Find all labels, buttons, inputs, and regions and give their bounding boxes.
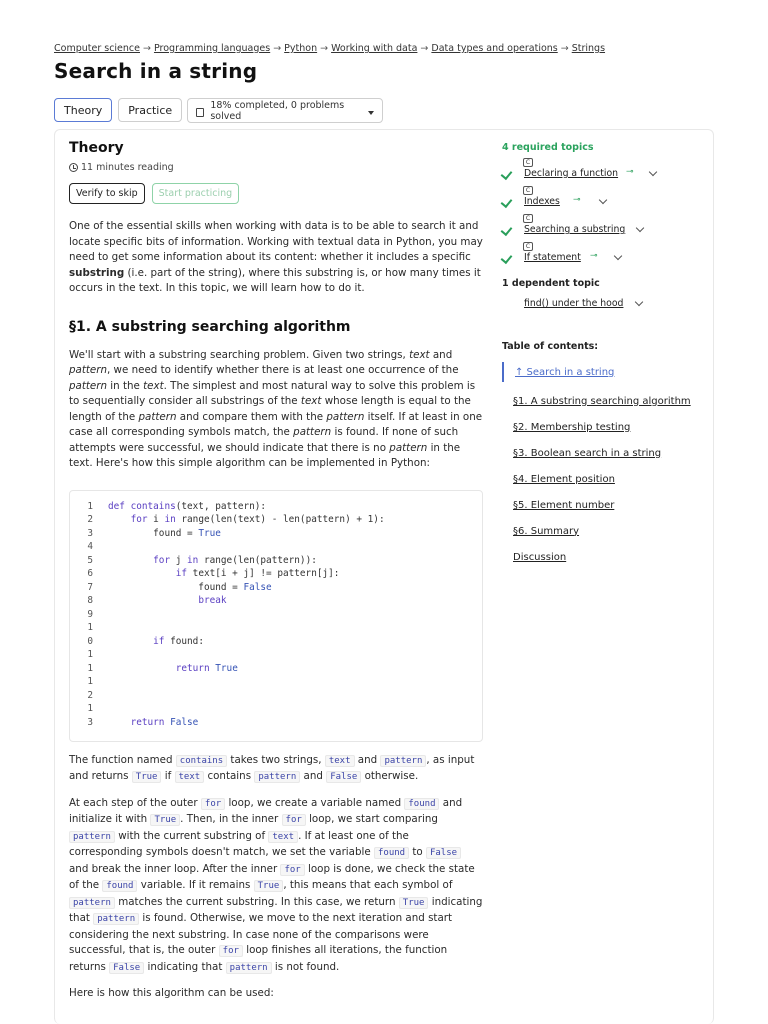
inline-code: True <box>254 880 284 892</box>
code-text <box>108 554 317 568</box>
topic-link[interactable]: Indexes <box>524 196 560 207</box>
required-topic-item[interactable] <box>502 181 702 209</box>
code-token <box>108 663 176 674</box>
breadcrumb-link[interactable]: Strings <box>571 43 606 54</box>
inline-code: text <box>325 755 355 767</box>
line-number: 2 <box>87 514 93 525</box>
paragraph-usage-intro <box>69 986 483 1002</box>
text-run: itself. If at least in one case all corresponding symbols match, the <box>69 410 483 438</box>
code-keyword: contains <box>130 500 176 512</box>
toc-item[interactable]: §6. Summary <box>513 525 580 537</box>
code-literal: True <box>198 527 221 539</box>
code-text <box>108 513 385 527</box>
toc-item[interactable]: §4. Element position <box>513 473 615 485</box>
key-icon: ⊸ <box>626 167 634 177</box>
text-run: (i.e. part of the string), where this substring is, or how many times it occurs in the text. In this topic, we will learn how to do it. <box>69 266 481 294</box>
line-number: 6 <box>87 568 93 579</box>
topic-link[interactable]: find() under the hood <box>524 298 624 309</box>
code-line <box>78 621 385 635</box>
inline-code: pattern <box>254 771 300 783</box>
line-number: 5 <box>87 554 93 566</box>
toc-item[interactable]: ↑ Search in a string <box>502 362 702 382</box>
breadcrumb-separator: → <box>560 43 569 54</box>
code-token <box>108 595 198 606</box>
code-text <box>108 594 227 608</box>
code-text <box>108 581 272 595</box>
check-icon <box>501 252 513 264</box>
table-of-contents <box>502 362 702 570</box>
code-token: range(len(pattern)): <box>198 554 317 566</box>
toc-item[interactable]: §2. Membership testing <box>513 421 631 433</box>
text-run: if <box>161 770 175 782</box>
inline-code: True <box>150 814 180 826</box>
line-number: 1 <box>87 649 93 660</box>
section-paragraph <box>69 348 483 472</box>
required-topics-heading: 4 required topics <box>502 142 594 153</box>
code-keyword: in <box>164 514 176 525</box>
inline-code: pattern <box>226 962 272 974</box>
text-run: indicating that <box>144 960 226 973</box>
toc-item[interactable]: §5. Element number <box>513 499 615 511</box>
chevron-down-icon[interactable] <box>614 252 622 260</box>
inline-code: found <box>102 880 137 892</box>
paragraph-function-description <box>69 753 483 786</box>
line-number: 2 <box>87 689 93 701</box>
code-keyword: if <box>153 635 165 647</box>
text-run: and initialize it with <box>69 796 463 825</box>
text-run: and compare them with the <box>176 410 327 423</box>
code-token: i <box>147 514 165 525</box>
topic-badge-icon: C <box>523 242 533 251</box>
line-number: 1 <box>87 662 93 674</box>
code-token <box>108 555 153 566</box>
inline-code: pattern <box>93 913 139 925</box>
tab-theory[interactable]: Theory <box>54 98 112 122</box>
breadcrumb-separator: → <box>420 43 429 54</box>
verify-to-skip-button[interactable]: Verify to skip <box>69 183 145 204</box>
code-line <box>78 500 385 514</box>
code-token <box>108 636 153 647</box>
code-keyword: return <box>175 662 210 674</box>
code-line <box>78 662 385 676</box>
italic-term: pattern <box>389 441 428 454</box>
code-keyword: for <box>153 554 171 566</box>
line-number: 1 <box>87 703 93 714</box>
reading-time-label: 11 minutes reading <box>81 162 174 173</box>
code-text <box>108 567 339 581</box>
breadcrumb-separator: → <box>320 43 329 54</box>
inline-code: found <box>374 847 409 859</box>
code-block <box>69 490 483 742</box>
text-run: At each step of the outer <box>69 796 201 809</box>
code-token: j <box>170 554 188 566</box>
code-line <box>78 675 385 689</box>
code-literal: False <box>170 716 199 728</box>
key-icon: ⊸ <box>590 251 598 261</box>
text-run: Here is how this algorithm can be used: <box>69 987 274 999</box>
line-number: 7 <box>87 581 93 593</box>
italic-term: pattern <box>326 410 365 423</box>
text-run: , this means that each symbol of <box>283 879 453 891</box>
code-token <box>108 568 176 579</box>
inline-code: text <box>268 831 298 843</box>
chevron-down-icon[interactable] <box>599 196 607 204</box>
line-number: 1 <box>87 622 93 633</box>
inline-code: False <box>109 962 144 974</box>
italic-term: pattern <box>69 379 108 392</box>
toc-item[interactable]: §1. A substring searching algorithm <box>513 395 691 407</box>
clock-icon <box>69 163 78 172</box>
line-number: 0 <box>87 635 93 647</box>
text-run: loop, we create a variable named <box>225 796 405 809</box>
text-run: loop finishes all iterations, the function returns <box>69 944 448 973</box>
breadcrumb-separator: → <box>143 43 151 54</box>
text-run: is found. If none of such attempts were successful, we should indicate that there is no <box>69 426 459 454</box>
code-text <box>108 635 204 649</box>
tab-bar <box>54 98 182 122</box>
code-text <box>108 500 266 514</box>
code-token: (text, pattern): <box>175 500 267 512</box>
toc-item[interactable]: Discussion <box>513 551 567 563</box>
check-icon <box>501 224 513 236</box>
code-keyword: return <box>130 716 165 728</box>
inline-code: contains <box>176 755 227 767</box>
code-line <box>78 702 385 716</box>
line-number: 3 <box>87 527 93 539</box>
text-run: contains <box>204 770 255 782</box>
code-text <box>108 662 238 676</box>
code-line <box>78 635 385 649</box>
code-keyword: if <box>175 568 188 579</box>
line-number: 4 <box>87 541 93 552</box>
text-run: One of the essential skills when working with data is to be able to search it and locate specific bits of information. Working with textual data in Python, you may need to get some information about its content: whether it includes a specific <box>69 220 483 263</box>
progress-dropdown[interactable] <box>187 98 383 123</box>
inline-code: for <box>219 945 243 957</box>
text-run: loop is done, we check the state of the <box>69 862 475 891</box>
text-run: in the <box>107 379 144 392</box>
italic-term: text <box>300 395 322 407</box>
required-topic-item[interactable] <box>502 153 702 181</box>
topic-badge-icon: C <box>523 214 533 223</box>
text-run: variable. If it remains <box>137 879 254 891</box>
section-heading: §1. A substring searching algorithm <box>69 318 351 335</box>
breadcrumb <box>54 43 605 54</box>
inline-code: True <box>399 897 429 909</box>
text-run: and break the inner loop. After the inner <box>69 862 281 875</box>
dependent-topics-list <box>502 289 702 311</box>
code-keyword: in <box>187 554 199 566</box>
topic-link[interactable]: If statement <box>524 252 581 263</box>
inline-code: pattern <box>380 755 426 767</box>
text-run: in the text. Here's how this simple algorithm can be implemented in Python: <box>69 441 461 469</box>
line-number: 8 <box>87 595 93 606</box>
code-literal: False <box>243 581 272 593</box>
code-line <box>78 594 385 608</box>
code-line <box>78 540 385 554</box>
text-run: loop, we start comparing <box>305 813 438 825</box>
italic-term: text <box>409 348 430 361</box>
code-line <box>78 554 385 568</box>
code-line <box>78 608 385 622</box>
line-number: 9 <box>87 608 93 620</box>
theory-heading: Theory <box>69 140 124 156</box>
inline-code: for <box>282 814 306 826</box>
action-row <box>69 183 483 204</box>
line-number: 1 <box>87 676 93 687</box>
toc-item[interactable]: §3. Boolean search in a string <box>513 447 662 459</box>
text-run: and <box>300 770 327 782</box>
breadcrumb-separator: → <box>273 43 282 54</box>
inline-code: found <box>404 798 439 810</box>
code-text <box>108 527 221 541</box>
tab-practice[interactable]: Practice <box>118 98 182 122</box>
text-run: matches the current substring. In this case, we return <box>114 895 399 908</box>
inline-code: for <box>201 798 225 810</box>
required-topic-item[interactable] <box>502 237 702 265</box>
code-line <box>78 567 385 581</box>
topic-badge-icon: C <box>523 186 533 195</box>
text-run: otherwise. <box>361 770 419 782</box>
code-token <box>108 717 131 728</box>
reading-time <box>69 162 483 173</box>
key-icon: ⊸ <box>573 195 581 205</box>
text-run: , we need to identify whether there is at least one occurrence of the <box>107 364 459 376</box>
code-line <box>78 716 385 730</box>
start-practicing-button[interactable]: Start practicing <box>152 183 240 204</box>
text-run: and <box>354 753 381 766</box>
chevron-down-icon <box>368 111 374 115</box>
inline-code: pattern <box>69 831 115 843</box>
code-line <box>78 513 385 527</box>
breadcrumb-link[interactable]: Programming languages <box>153 43 271 54</box>
topic-badge-icon: C <box>523 158 533 167</box>
code-line <box>78 581 385 595</box>
page-title: Search in a string <box>54 59 258 83</box>
chevron-down-icon[interactable] <box>649 168 657 176</box>
topic-link[interactable]: Searching a substring <box>524 224 626 235</box>
text-run: to <box>409 846 426 858</box>
breadcrumb-link[interactable]: Working with data <box>331 43 418 54</box>
topic-link[interactable]: Declaring a function <box>524 168 619 179</box>
text-run: and <box>429 348 453 361</box>
bold-term: substring <box>69 266 125 279</box>
chevron-down-icon[interactable] <box>636 224 644 232</box>
code-line <box>78 689 385 703</box>
text-run: is found. Otherwise, we move to the next iteration and start considering the next substring. In case none of the comparisons were successful, that is, the outer <box>69 912 453 956</box>
code-line <box>78 648 385 662</box>
code-line <box>78 527 385 541</box>
text-run: indicating that <box>69 895 483 924</box>
check-icon <box>501 196 513 208</box>
text-run: is not found. <box>271 960 340 973</box>
code-text <box>108 716 198 730</box>
inline-code: for <box>280 864 304 876</box>
code-keyword: def <box>108 500 131 512</box>
code-token <box>108 514 131 525</box>
italic-term: pattern <box>293 426 332 438</box>
check-icon <box>501 168 513 180</box>
text-run: whose length is equal to the length of the <box>69 395 471 423</box>
paragraph-algorithm-explanation <box>69 796 483 977</box>
chevron-down-icon[interactable] <box>635 298 643 306</box>
inline-code: False <box>426 847 461 859</box>
code-token: found = <box>108 581 244 593</box>
text-run: , as input and returns <box>69 753 475 782</box>
intro-paragraph <box>69 219 483 297</box>
calendar-icon <box>196 108 204 117</box>
italic-term: pattern <box>138 410 177 423</box>
text-run: We'll start with a substring searching problem. Given two strings, <box>69 348 410 361</box>
inline-code: text <box>175 771 205 783</box>
code-token: found = <box>108 527 199 539</box>
breadcrumb-link[interactable]: Computer science <box>54 43 140 54</box>
code-lines <box>78 500 385 730</box>
italic-term: pattern <box>69 364 108 376</box>
code-token: text[i + j] != pattern[j]: <box>187 568 340 579</box>
code-token: found: <box>164 635 204 647</box>
code-token: range(len(text) - len(pattern) + 1): <box>175 514 385 525</box>
theory-content <box>69 140 483 1002</box>
breadcrumb-link[interactable]: Data types and operations <box>431 43 558 54</box>
code-keyword: for <box>130 514 148 525</box>
text-run: . If at least one of the corresponding symbols doesn't match, we set the variable <box>69 829 409 858</box>
dependent-topic-item[interactable] <box>502 289 702 311</box>
code-literal: True <box>215 662 238 674</box>
text-run: takes two strings, <box>227 753 325 766</box>
inline-code: True <box>132 771 162 783</box>
text-run: . The simplest and most natural way to solve this problem is to sequentially consider all substrings of the <box>69 379 476 407</box>
required-topic-item[interactable] <box>502 209 702 237</box>
code-keyword: break <box>198 595 227 606</box>
text-run: The function named <box>69 753 176 766</box>
inline-code: pattern <box>69 897 115 909</box>
line-number: 1 <box>87 500 93 512</box>
text-run: with the current substring of <box>114 829 269 842</box>
progress-label: 18% completed, 0 problems solved <box>210 99 345 122</box>
inline-code: False <box>326 771 361 783</box>
line-number: 3 <box>87 716 93 728</box>
required-topics-list <box>502 153 702 265</box>
toc-heading: Table of contents: <box>502 341 599 352</box>
dependent-topics-heading: 1 dependent topic <box>502 278 600 289</box>
sidebar <box>502 142 702 570</box>
italic-term: text <box>143 379 164 392</box>
text-run: . Then, in the inner <box>180 813 282 825</box>
breadcrumb-link[interactable]: Python <box>284 43 318 54</box>
